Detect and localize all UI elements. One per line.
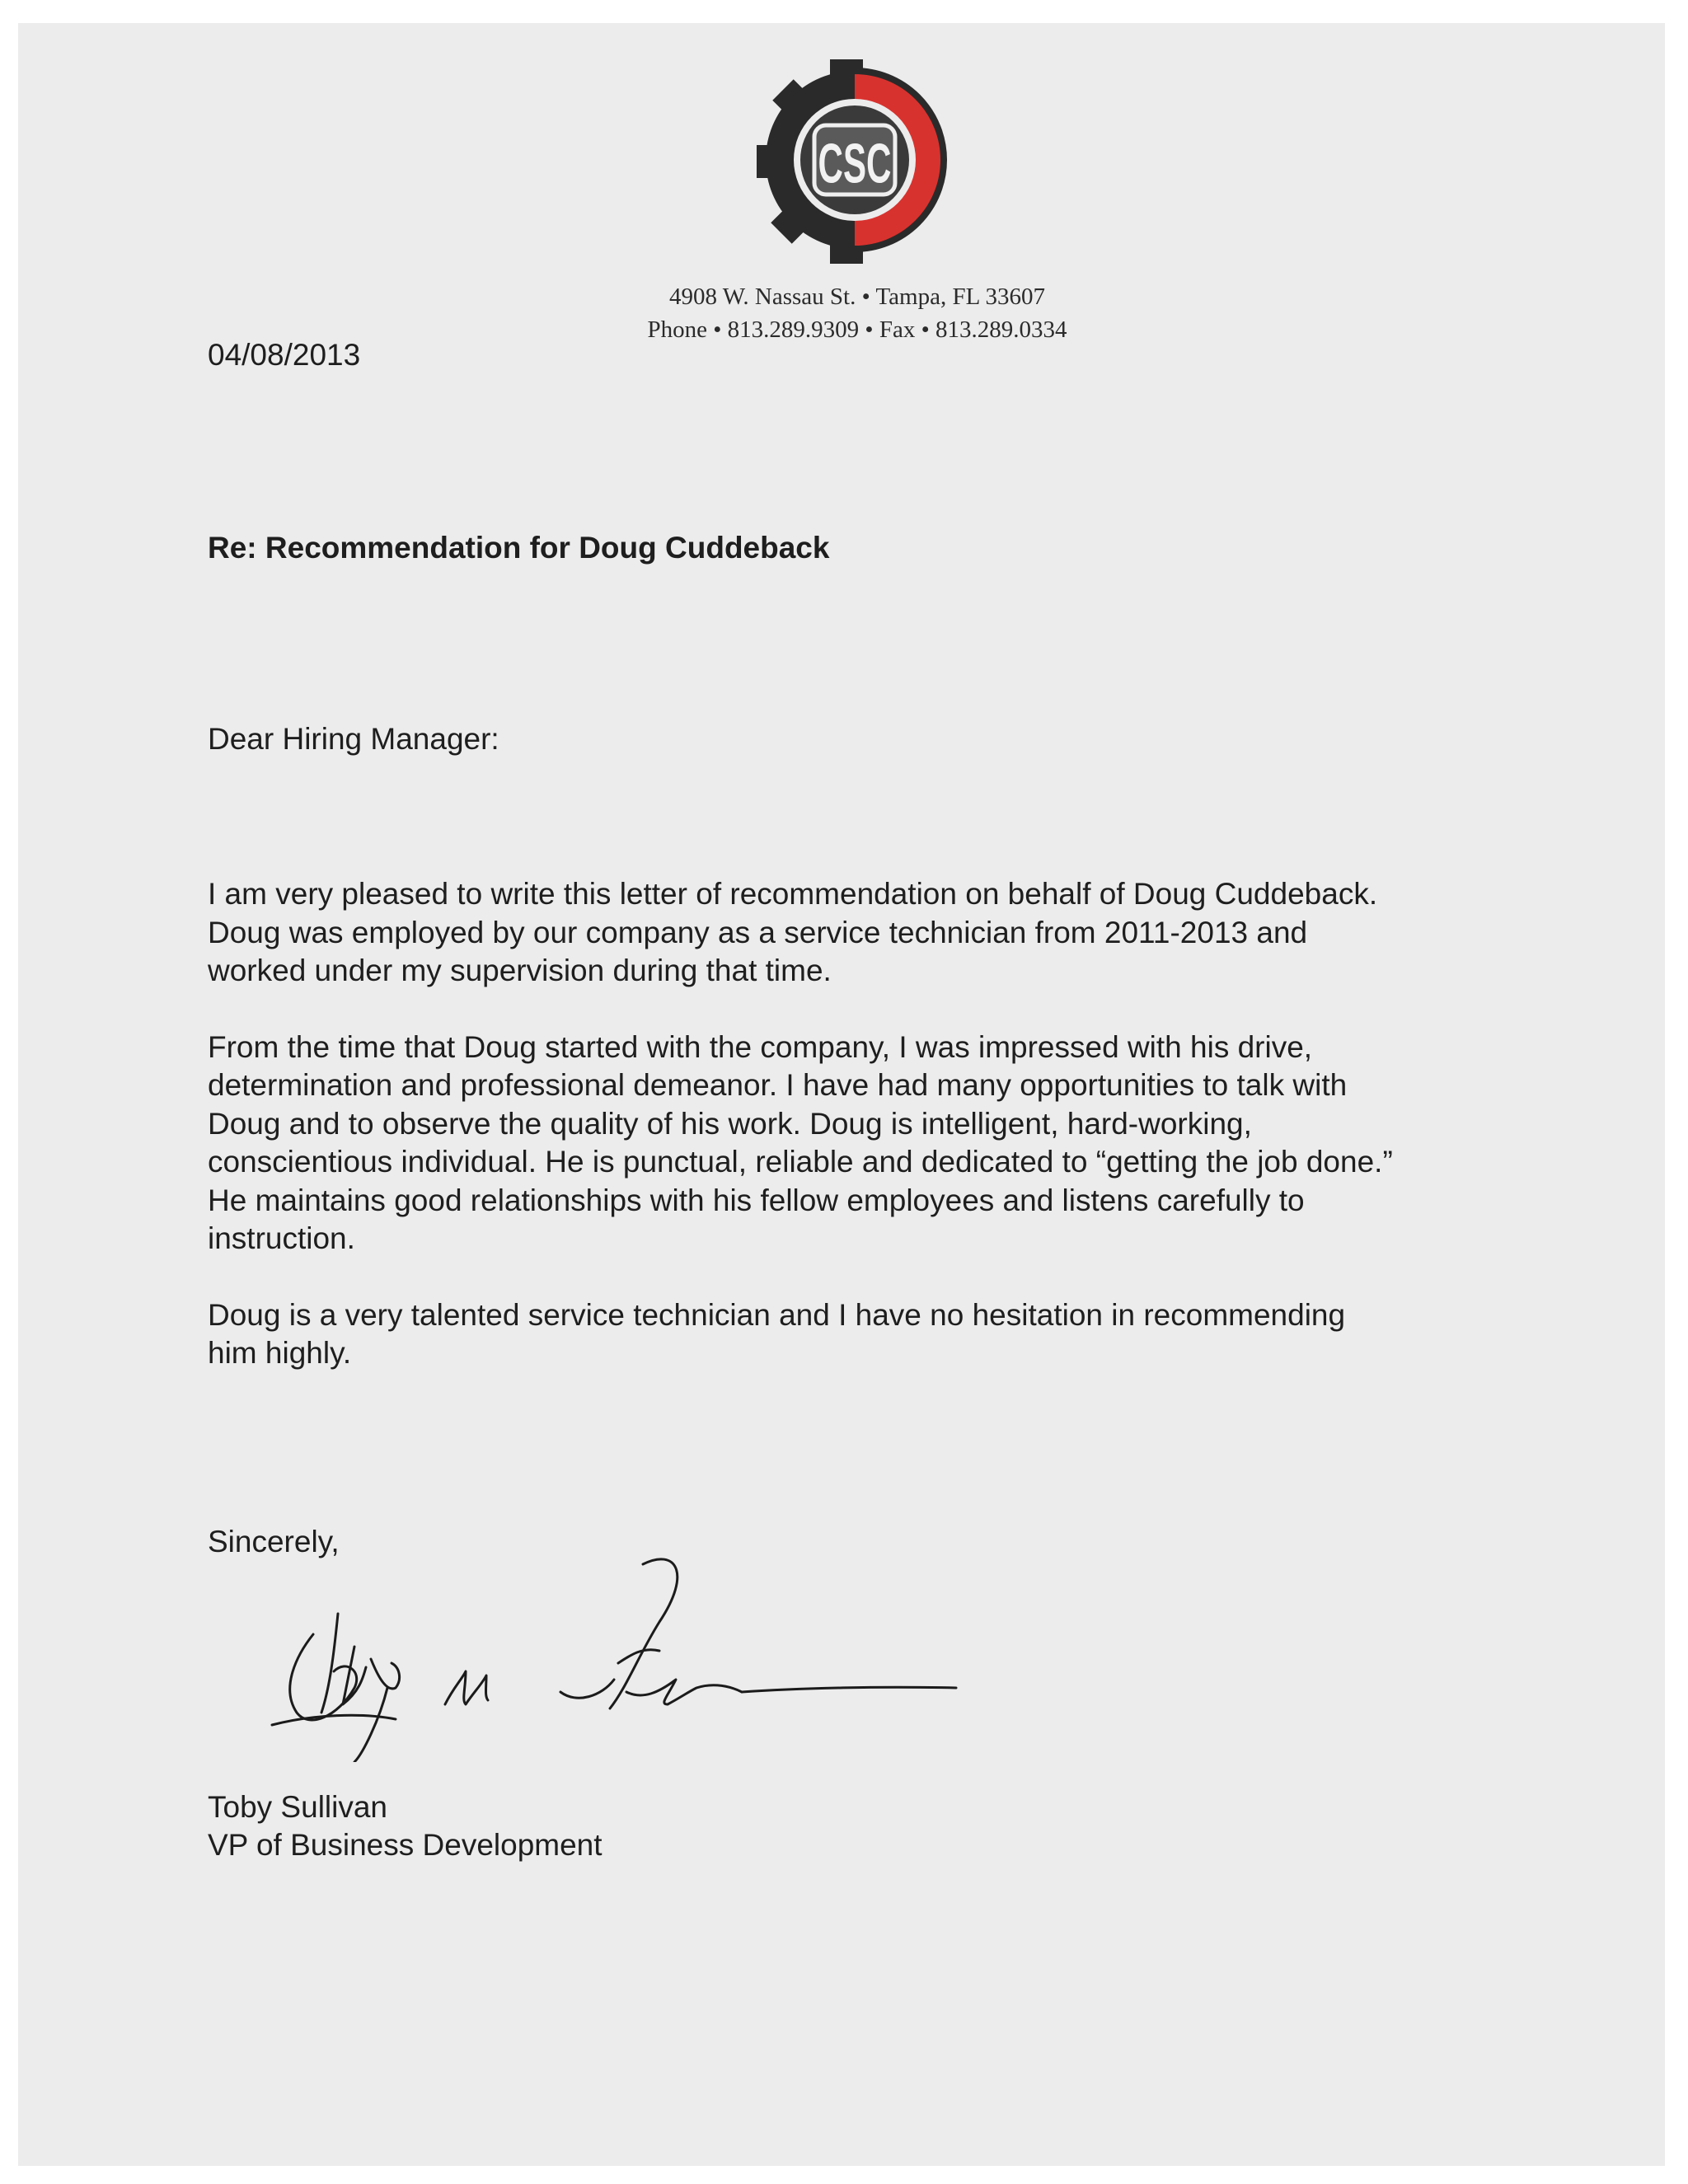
signer-name: Toby Sullivan (208, 1790, 388, 1824)
handwritten-signature (264, 1523, 973, 1762)
company-address (528, 280, 1187, 346)
subject-line: Re: Recommendation for Doug Cuddeback (208, 531, 830, 565)
body-paragraph: From the time that Doug started with the company, I was impressed with his drive, determination and professional demeanor. I have had many opportunities to talk with Doug and to observe the quality of his work. Doug is intelligent, hard-working, conscientious individual. He is punctual, reliable and dedicated to “getting the job done.” He maintains good relationships with his fellow employees and listens carefully to instruction. (208, 1029, 1393, 1255)
salutation: Dear Hiring Manager: (208, 722, 499, 756)
letter-date: 04/08/2013 (208, 338, 361, 372)
closing: Sincerely, (208, 1525, 340, 1558)
signature-block (208, 1788, 603, 1864)
signer-title: VP of Business Development (208, 1828, 603, 1862)
address-line: 4908 W. Nassau St. • Tampa, FL 33607 (668, 284, 1045, 310)
letter-body (208, 875, 1543, 1411)
csc-logo (752, 53, 958, 275)
body-paragraph: Doug is a very talented service technician and I have no hesitation in recommending him highly. (208, 1297, 1346, 1370)
body-paragraph: I am very pleased to write this letter of recommendation on behalf of Doug Cuddeback. Doug was employed by our company as a service technician from 2011-2013 and worked under my supervision during that time. (208, 877, 1378, 987)
contact-line: Phone • 813.289.9309 • Fax • 813.289.0334 (647, 316, 1067, 343)
logo-text: CSC (818, 132, 892, 194)
csc-badge (814, 125, 895, 194)
